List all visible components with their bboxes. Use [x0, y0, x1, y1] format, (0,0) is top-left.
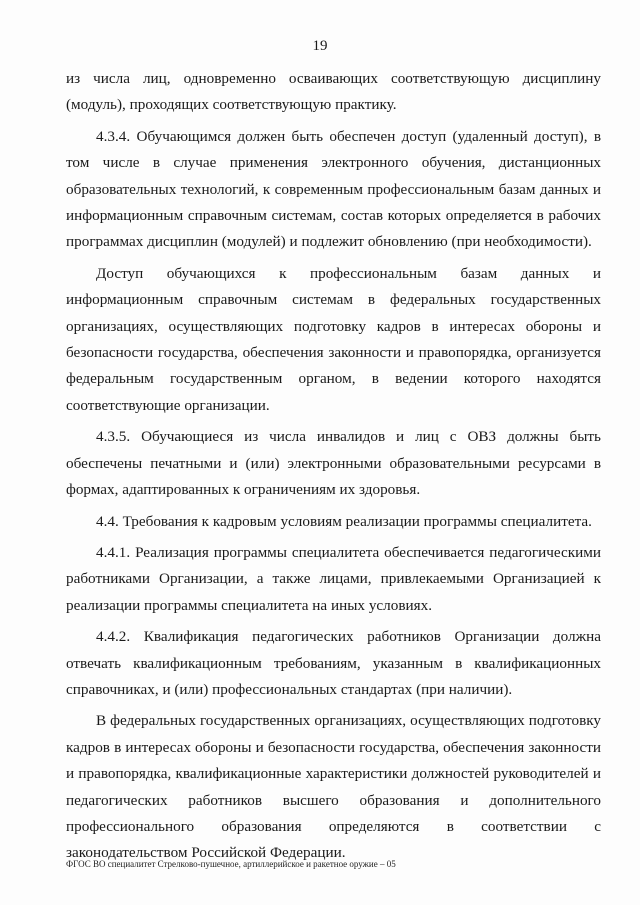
paragraph-access: Доступ обучающихся к профессиональным базам данных и информационным справочным системам в федеральных государственных организациях, осуществляющих подготовку кадров в интересах обороны и безопасности государства, обеспечения законности и правопорядка, организуется федеральным государственным органом, в ведении которого находятся соответствующие организации.: [66, 264, 601, 414]
paragraph-4-4: 4.4. Требования к кадровым условиям реализации программы специалитета.: [96, 512, 592, 530]
paragraph-continuation: из числа лиц, одновременно осваивающих соответствующую дисциплину (модуль), проходящих соответствующую практику.: [66, 70, 601, 114]
page-number: 19: [312, 38, 328, 54]
paragraph-4-3-5: 4.3.5. Обучающиеся из числа инвалидов и лиц с ОВЗ должны быть обеспечены печатными и (или) электронными образовательными ресурсами в формах, адаптированных к ограничениям их здоровья.: [66, 428, 601, 499]
paragraph-federal-organizations: В федеральных государственных организациях, осуществляющих подготовку кадров в интересах обороны и безопасности государства, обеспечения законности и правопорядка, квалификационные характеристики должностей руководителей и педагогических работников высшего образования и дополнительного профессионального образования определяются в соответствии с законодательством Российской Федерации.: [66, 712, 601, 862]
page-body: [66, 66, 601, 872]
paragraph-4-4-1: 4.4.1. Реализация программы специалитета обеспечивается педагогическими работниками Организации, а также лицами, привлекаемыми Организацией к реализации программы специалитета на иных условиях.: [66, 543, 601, 614]
page-footer: ФГОС ВО специалитет Стрелково-пушечное, артиллерийское и ракетное оружие – 05: [66, 859, 396, 869]
paragraph-4-4-2: 4.4.2. Квалификация педагогических работников Организации должна отвечать квалификационным требованиям, указанным в квалификационных справочниках, и (или) профессиональных стандартах (при наличии).: [66, 628, 601, 698]
paragraph-4-3-4: 4.3.4. Обучающимся должен быть обеспечен доступ (удаленный доступ), в том числе в случае применения электронного обучения, дистанционных образовательных технологий, к современным профессиональным базам данных и информационным справочным системам, состав которых определяется в рабочих программах дисциплин (модулей) и подлежит обновлению (при необходимости).: [66, 127, 601, 251]
